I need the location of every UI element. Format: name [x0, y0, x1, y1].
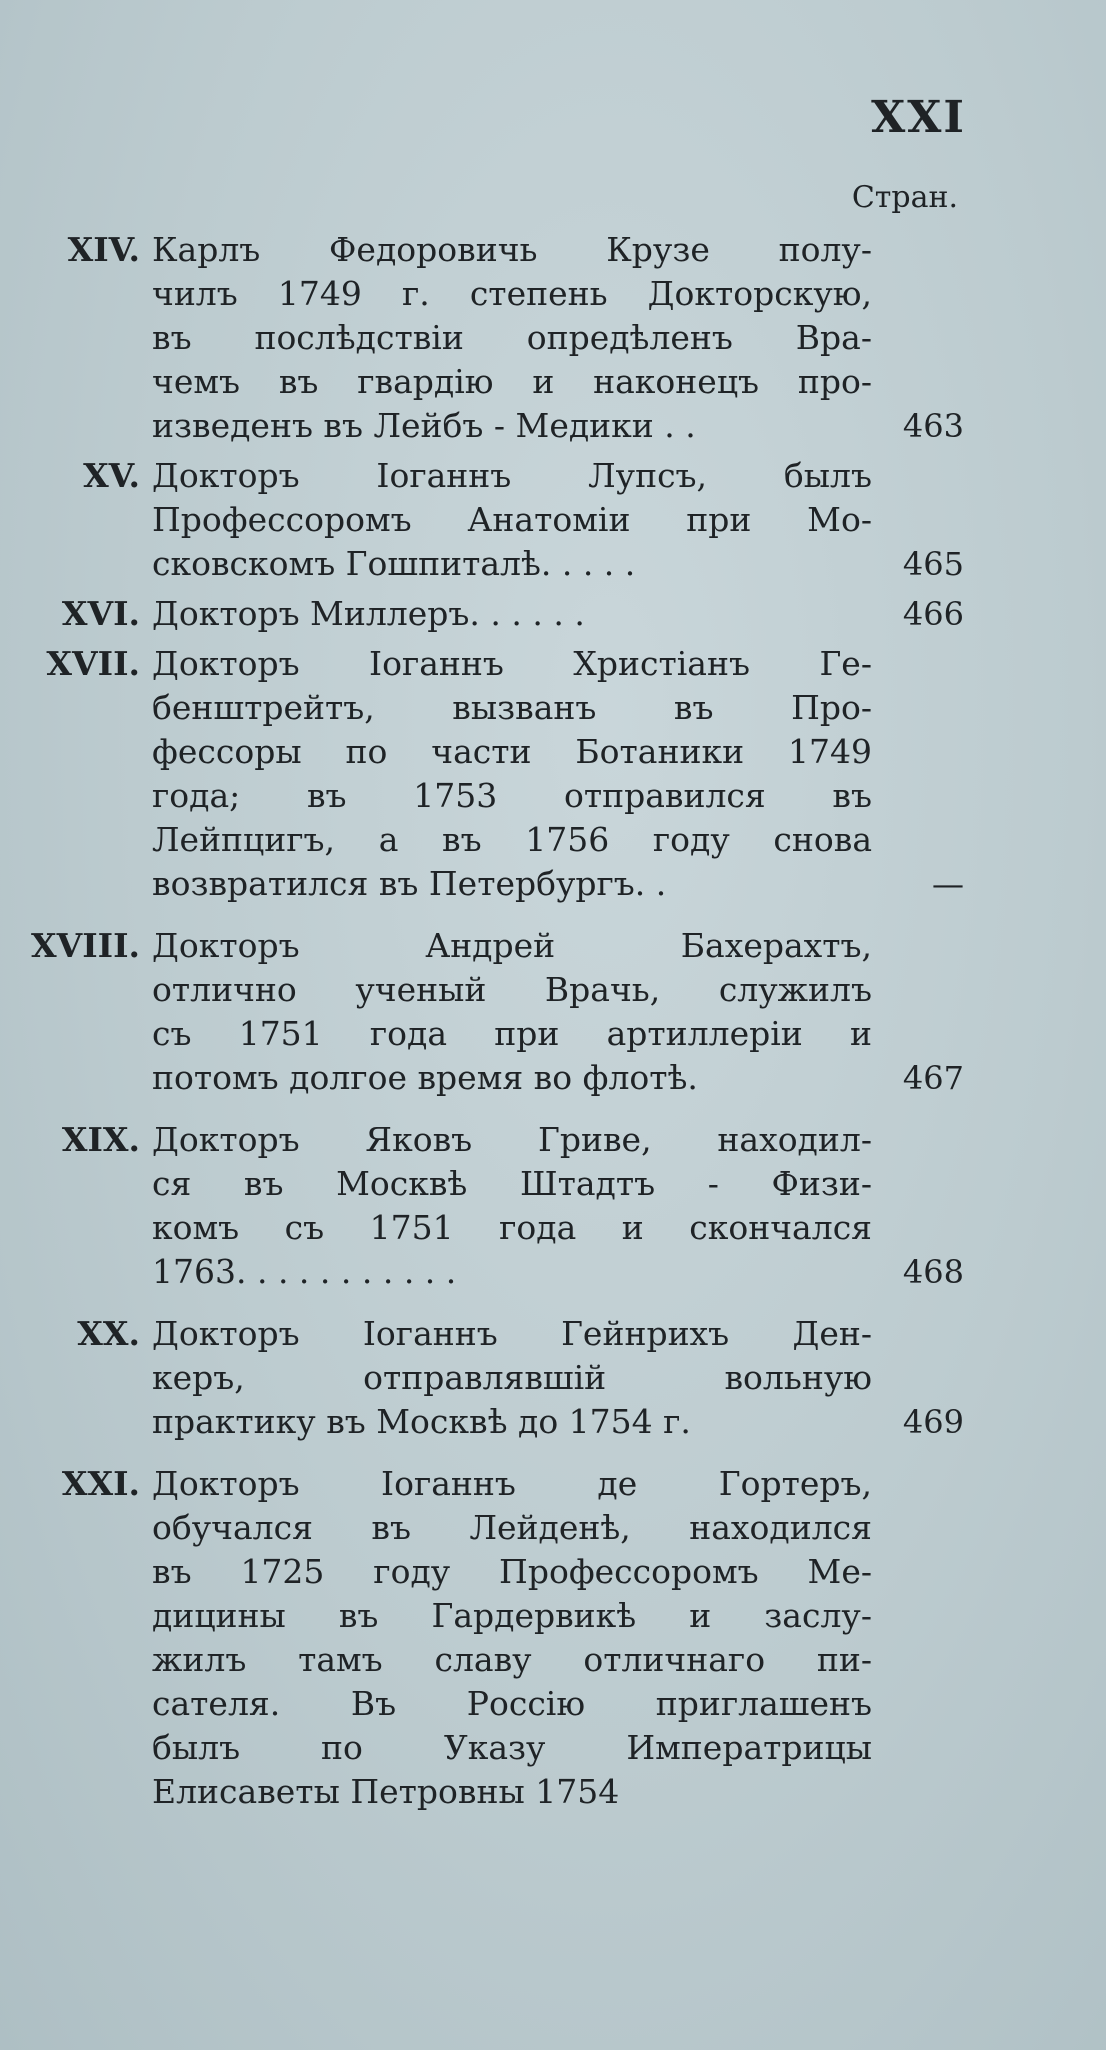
entry-line: Елисаветы Петровны 1754	[152, 1772, 620, 1811]
entry-numeral: XV.	[83, 456, 140, 495]
entry-line: Профессоромъ Анатоміи при Мо-	[152, 500, 872, 539]
entry-line: Карлъ Федоровичь Крузе полу-	[152, 230, 872, 269]
entry-line: обучался въ Лейденѣ, находился	[152, 1508, 872, 1547]
toc-entry	[30, 642, 970, 906]
entry-line: комъ съ 1751 года и скончался	[152, 1208, 872, 1247]
entry-line: жилъ тамъ славу отличнаго пи-	[152, 1640, 872, 1679]
entry-numeral: XX.	[77, 1314, 140, 1353]
entry-numeral: XXI.	[61, 1464, 140, 1503]
entry-page-ref: —	[932, 865, 964, 903]
entry-line: дицины въ Гардервикѣ и заслу-	[152, 1596, 872, 1635]
page-number: XXI	[871, 92, 966, 143]
entry-line: ся въ Москвѣ Штадтъ - Физи-	[152, 1164, 872, 1203]
entry-line: 1763. . . . . . . . . . .	[152, 1252, 457, 1291]
entry-numeral: XVII.	[46, 644, 140, 683]
entry-line: года; въ 1753 отправился въ	[152, 776, 872, 815]
entry-numeral: XIV.	[67, 230, 140, 269]
toc-entry	[30, 454, 970, 586]
entry-line: Докторъ Іоганнъ де Гортеръ,	[152, 1464, 872, 1503]
entry-line: сковскомъ Гошпиталѣ. . . . .	[152, 544, 636, 583]
entry-line: фессоры по части Ботаники 1749	[152, 732, 872, 771]
entry-line: потомъ долгое время во флотѣ.	[152, 1058, 698, 1097]
entry-line: отлично ученый Врачь, служилъ	[152, 970, 872, 1009]
entry-line: Лейпцигъ, а въ 1756 году снова	[152, 820, 872, 859]
entry-line: чилъ 1749 г. степень Докторскую,	[152, 274, 872, 313]
table-of-contents	[30, 228, 970, 1820]
entry-text	[152, 1118, 872, 1294]
entry-text	[152, 1462, 872, 1814]
toc-entry	[30, 1462, 970, 1814]
entry-line: практику въ Москвѣ до 1754 г.	[152, 1402, 691, 1441]
entry-line: съ 1751 года при артиллеріи и	[152, 1014, 872, 1053]
entry-line: Докторъ Яковъ Гриве, находил-	[152, 1120, 872, 1159]
entry-page-ref: 465	[902, 545, 964, 583]
entry-line: чемъ въ гвардію и наконецъ про-	[152, 362, 872, 401]
entry-text	[152, 228, 872, 448]
entry-page-ref: 467	[902, 1059, 964, 1097]
entry-line: бенштрейтъ, вызванъ въ Про-	[152, 688, 872, 727]
entry-line: былъ по Указу Императрицы	[152, 1728, 872, 1767]
page-column-header: Стран.	[851, 180, 958, 215]
entry-line: Докторъ Іоганнъ Гейнрихъ Ден-	[152, 1314, 872, 1353]
toc-entry	[30, 592, 970, 636]
entry-line: сателя. Въ Россію приглашенъ	[152, 1684, 872, 1723]
entry-text	[152, 642, 872, 906]
entry-text	[152, 1312, 872, 1444]
entry-line: въ послѣдствіи опредѣленъ Вра-	[152, 318, 872, 357]
entry-numeral: XIX.	[61, 1120, 140, 1159]
toc-entry	[30, 1312, 970, 1444]
entry-page-ref: 468	[902, 1253, 964, 1291]
entry-text	[152, 592, 872, 636]
entry-page-ref: 466	[902, 595, 964, 633]
toc-entry	[30, 924, 970, 1100]
entry-page-ref: 469	[902, 1403, 964, 1441]
entry-page-ref: 463	[902, 407, 964, 445]
entry-line: возвратился въ Петербургъ. .	[152, 864, 667, 903]
entry-line: Докторъ Андрей Бахерахтъ,	[152, 926, 872, 965]
entry-numeral: XVIII.	[30, 926, 140, 965]
toc-entry	[30, 228, 970, 448]
toc-entry	[30, 1118, 970, 1294]
entry-line: изведенъ въ Лейбъ - Медики . .	[152, 406, 696, 445]
entry-line: въ 1725 году Профессоромъ Ме-	[152, 1552, 872, 1591]
entry-line: Докторъ Іоганнъ Христіанъ Ге-	[152, 644, 872, 683]
entry-line: керъ, отправлявшій вольную	[152, 1358, 872, 1397]
entry-text	[152, 454, 872, 586]
entry-text	[152, 924, 872, 1100]
entry-line: Докторъ Миллеръ. . . . . .	[152, 594, 585, 633]
entry-numeral: XVI.	[61, 594, 140, 633]
entry-line: Докторъ Іоганнъ Лупсъ, былъ	[152, 456, 872, 495]
